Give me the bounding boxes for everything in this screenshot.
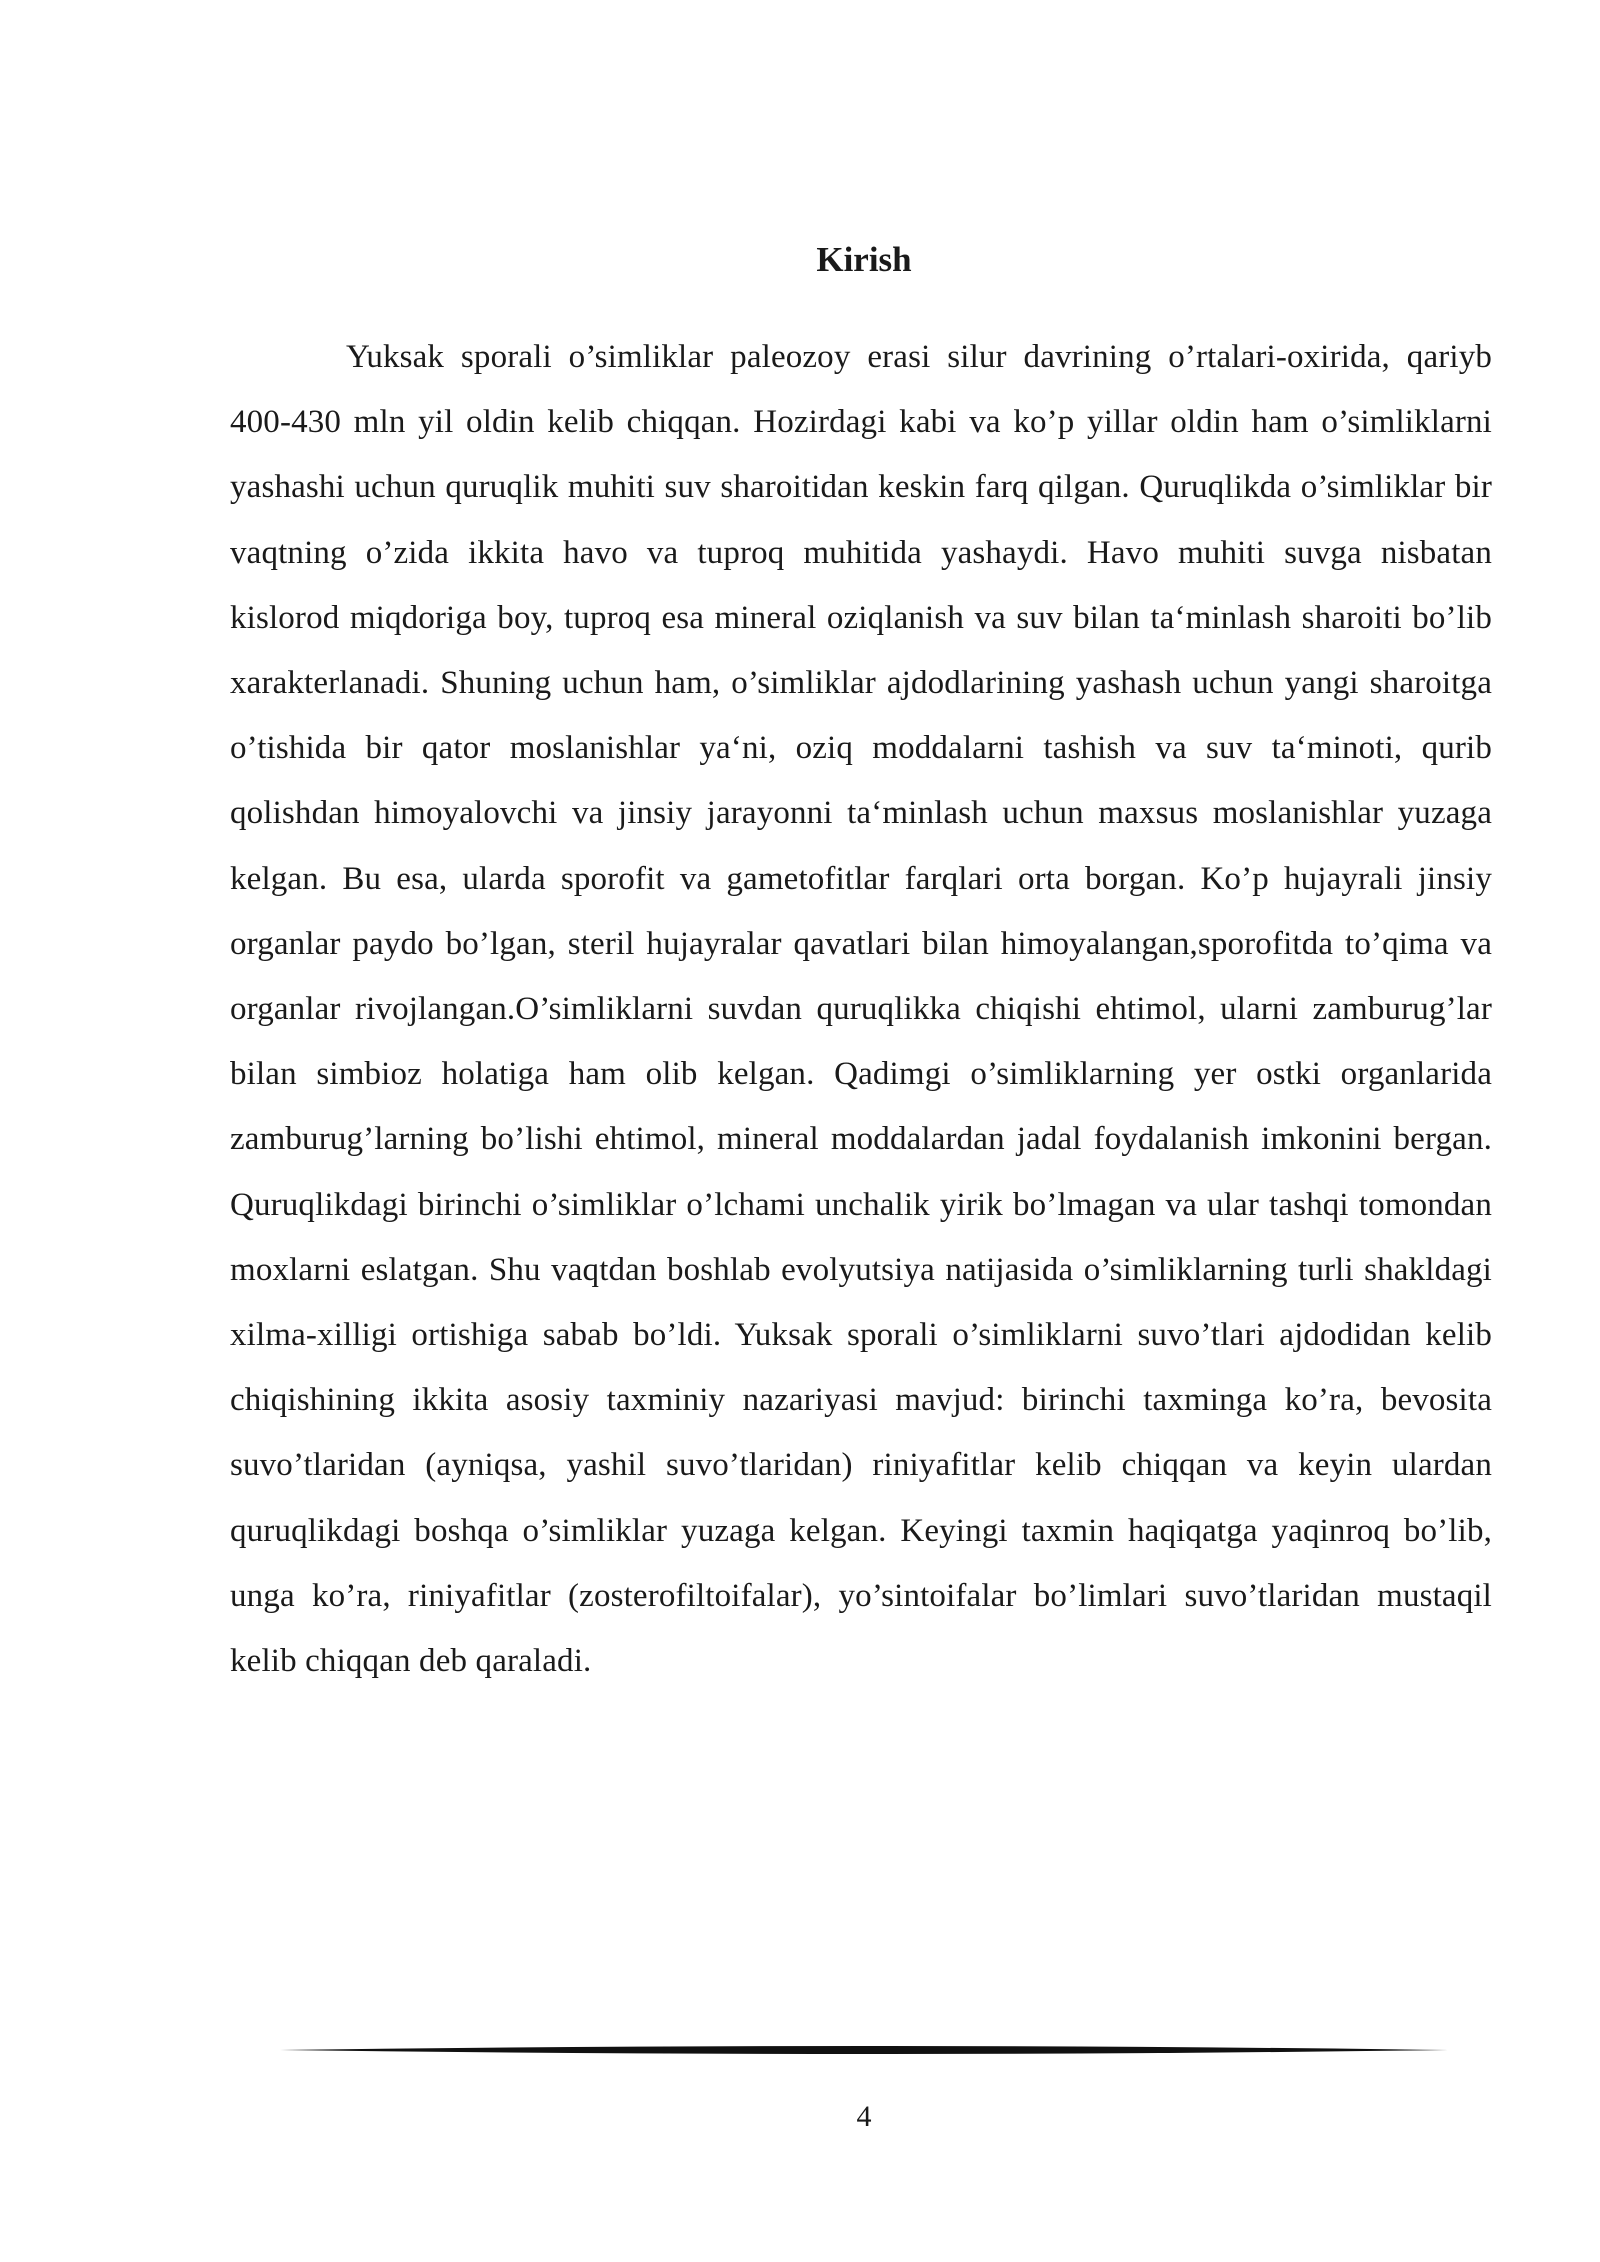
body-paragraph: Yuksak sporali o’simliklar paleozoy erasi silur davrining o’rtalari-oxirida, qariyb 400-430 mln yil oldin kelib chiqqan. Hozirdagi kabi va ko’p yillar oldin ham o’simliklarni yashashi uchun quruqlik muhiti suv sharoitidan keskin farq qilgan. Quruqlikda o’simliklar bir vaqtning o’zida ikkita havo va tuproq muhitida yashaydi. Havo muhiti suvga nisbatan kislorod miqdoriga boy, tuproq esa mineral oziqlanish va suv bilan ta‘minlash sharoiti bo’lib xarakterlanadi. Shuning uchun ham, o’simliklar ajdodlarining yashash uchun yangi sharoitga o’tishida bir qator moslanishlar ya‘ni, oziq moddalarni tashish va suv ta‘minoti, qurib qolishdan himoyalovchi va jinsiy jarayonni ta‘minlash uchun maxsus moslanishlar yuzaga kelgan. Bu esa, ularda sporofit va gametofitlar farqlari orta borgan. Ko’p hujayrali jinsiy organlar paydo bo’lgan, steril hujayralar qavatlari bilan himoyalangan,sporofitda to’qima va organlar rivojlangan.O’simliklarni suvdan quruqlikka chiqishi ehtimol, ularni zamburug’lar bilan simbioz holatiga ham olib kelgan. Qadimgi o’simliklarning yer ostki organlarida zamburug’larning bo’lishi ehtimol, mineral moddalardan jadal foydalanish imkonini bergan. Quruqlikdagi birinchi o’simliklar o’lchami unchalik yirik bo’lmagan va ular tashqi tomondan moxlarni eslatgan. Shu vaqtdan boshlab evolyutsiya natijasida o’simliklarning turli shakldagi xilma-xilligi ortishiga sabab bo’ldi. Yuksak sporali o’simliklarni suvo’tlari ajdodidan kelib chiqishining ikkita asosiy taxminiy nazariyasi mavjud: birinchi taxminga ko’ra, bevosita suvo’tlaridan (ayniqsa, yashil suvo’tlaridan) riniyafitlar kelib chiqqan va keyin ulardan quruqlikdagi boshqa o’simliklar yuzaga kelgan. Keyingi taxmin haqiqatga yaqinroq bo’lib, unga ko’ra, riniyafitlar (zosterofiltoifalar), yo’sintoifalar bo’limlari suvo’tlaridan mustaqil kelib chiqqan deb qaraladi. (230, 339, 1492, 1680)
page-number: 4 (856, 2100, 872, 2133)
section-title: Kirish (816, 240, 912, 279)
footer-divider (280, 2043, 1448, 2057)
